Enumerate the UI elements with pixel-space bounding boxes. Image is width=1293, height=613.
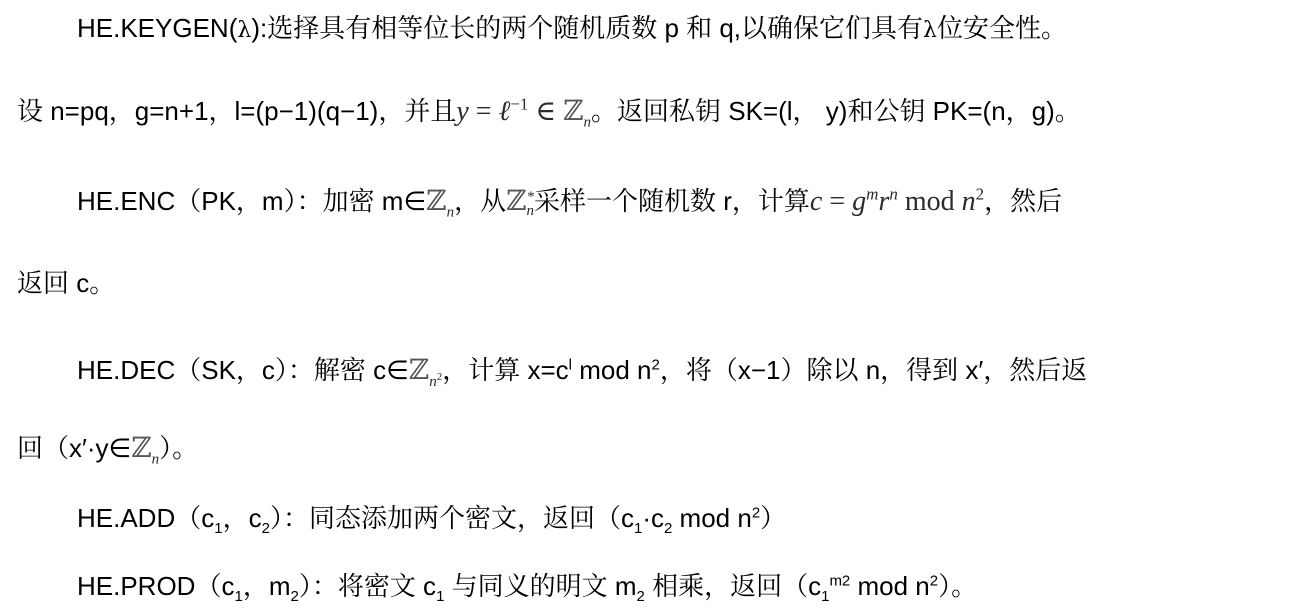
prod-text: 与同义的明文 m <box>444 571 637 601</box>
dec-text-4: 回（x′·y∈ <box>17 433 132 463</box>
add-text: ·c <box>642 503 664 533</box>
enc-Zn <box>426 184 455 221</box>
math-y: y <box>456 96 469 127</box>
math-in: ∈ <box>528 96 564 127</box>
prod-text: mod n <box>850 571 930 601</box>
dec-text-3: ，将（x−1）除以 n，得到 x′，然后返 <box>659 355 1088 385</box>
math-n: n <box>961 186 976 217</box>
sub: 2 <box>663 520 673 538</box>
math-n: n <box>446 204 455 221</box>
enc-text-4: 返回 c。 <box>17 268 116 298</box>
keygen-line-1 <box>77 13 1067 46</box>
prod-line <box>77 571 978 606</box>
dec-line-2 <box>17 431 199 468</box>
keygen-text-3: 设 n=pq，g=n+1，l=(p−1)(q−1)，并且 <box>17 96 457 126</box>
math-Z: ℤ <box>131 431 152 464</box>
math-Z: ℤ <box>426 184 447 217</box>
keygen-head: HE.KEYGEN( <box>77 13 238 43</box>
add-head: HE.ADD（c <box>77 503 215 533</box>
sub: 1 <box>633 520 643 538</box>
enc-text-1: ，从 <box>454 186 507 216</box>
keygen-close: ): <box>251 13 268 43</box>
enc-Zn-star <box>506 186 534 217</box>
math-Z: ℤ <box>506 184 527 217</box>
prod-head: HE.PROD（c <box>77 571 235 601</box>
math-two: 2 <box>975 184 985 204</box>
enc-head: HE.ENC（PK，m）：加密 m∈ <box>77 186 427 216</box>
dec-sup-l: l <box>568 356 573 374</box>
math-n: n <box>526 202 535 219</box>
add-text: ，c <box>222 503 262 533</box>
math-Z: ℤ <box>408 353 430 386</box>
math-star: * <box>526 188 535 205</box>
keygen-formula <box>456 94 592 131</box>
sup: 2 <box>751 504 761 522</box>
math-n: n <box>889 184 898 204</box>
dec-text-5: ）。 <box>159 433 199 463</box>
add-line <box>77 503 787 538</box>
prod-text: 相乘，返回（c <box>644 571 822 601</box>
math-n: n <box>429 373 437 390</box>
math-sup: −1 <box>510 94 529 114</box>
dec-Zn <box>131 431 160 468</box>
prod-text: ）。 <box>938 571 978 601</box>
sub: 2 <box>261 520 270 538</box>
dec-text-2: mod n <box>572 355 652 385</box>
math-n: n <box>151 451 160 468</box>
sub: 1 <box>214 520 223 538</box>
math-Z: ℤ <box>563 94 584 127</box>
math-g: g <box>852 186 867 217</box>
math-eq: = <box>468 96 499 127</box>
enc-line-2 <box>17 268 115 298</box>
prod-text: ，m <box>242 571 291 601</box>
dec-text-1: ，计算 x=c <box>442 355 569 385</box>
keygen-text-4: 。返回私钥 SK=(l， y)和公钥 PK=(n，g)。 <box>591 96 1081 126</box>
dec-line-1 <box>77 353 1088 390</box>
add-text: ） <box>760 503 787 533</box>
enc-formula <box>810 186 984 217</box>
math-c: c <box>809 186 823 217</box>
math-eq: = <box>822 186 853 217</box>
add-text: ）：同态添加两个密文，返回（c <box>269 503 634 533</box>
keygen-text-2: 位安全性。 <box>937 13 1068 43</box>
dec-Zn2 <box>408 353 443 390</box>
math-n: n <box>583 114 592 131</box>
dec-sup-2: 2 <box>651 356 660 374</box>
sup: m2 <box>829 572 851 590</box>
sub: 2 <box>636 588 645 606</box>
keygen-line-2 <box>17 94 1081 131</box>
add-text: mod n <box>672 503 752 533</box>
math-m: m <box>866 184 879 204</box>
prod-text: ）：将密文 c <box>298 571 437 601</box>
sup: 2 <box>929 572 939 590</box>
math-ell: ℓ <box>498 96 511 127</box>
keygen-text-1: 选择具有相等位长的两个随机质数 p 和 q,以确保它们具有 <box>267 13 924 43</box>
math-two: 2 <box>436 370 443 383</box>
lambda-symbol: λ <box>237 18 252 43</box>
math-r: r <box>878 186 890 217</box>
lambda-symbol-2: λ <box>923 18 937 43</box>
sub: 1 <box>821 588 830 606</box>
math-mod: mod <box>897 186 962 217</box>
dec-head: HE.DEC（SK，c）：解密 c∈ <box>77 355 409 385</box>
enc-text-2: 采样一个随机数 r，计算 <box>534 186 810 216</box>
enc-line-1 <box>77 184 1063 221</box>
sub: 1 <box>436 588 445 606</box>
enc-text-3: ，然后 <box>984 186 1063 216</box>
sub: 2 <box>290 588 299 606</box>
sub: 1 <box>234 588 243 606</box>
